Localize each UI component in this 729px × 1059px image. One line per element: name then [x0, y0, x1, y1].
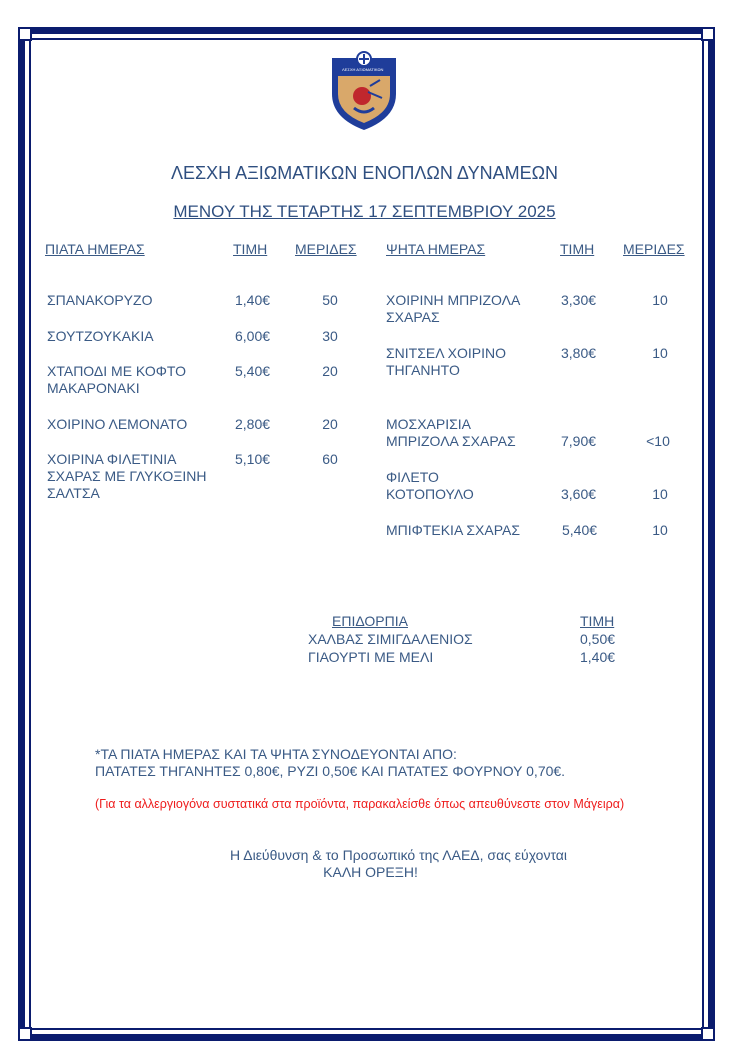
dish-price: 5,10€ [235, 451, 271, 467]
dish-price: 2,80€ [235, 416, 271, 432]
dishes-header-name: ΠΙΑΤΑ ΗΜΕΡΑΣ [45, 241, 145, 257]
dish-portions: 20 [322, 363, 338, 379]
dish-portions: 60 [322, 451, 338, 467]
grilled-price: 7,90€ [561, 433, 597, 449]
corner-ornament-top-left [18, 27, 32, 41]
grilled-portions: 10 [652, 292, 668, 308]
grilled-portions: <10 [646, 433, 670, 449]
shield-emblem-icon [328, 50, 400, 132]
dish-name: ΣΟΥΤΖΟΥΚΑΚΙΑ [47, 328, 154, 344]
emblem-text: ΛΕΣΧΗ ΑΞΙΩΜΑΤΙΚΩΝ [342, 67, 384, 72]
dish-portions: 30 [322, 328, 338, 344]
dishes-header-portions: ΜΕΡΙΔΕΣ [295, 241, 357, 257]
club-emblem [328, 50, 400, 132]
corner-ornament-bottom-right [701, 1027, 715, 1041]
grilled-portions: 10 [652, 345, 668, 361]
closing-message: Η Διεύθυνση & το Προσωπικό της ΛΑΕΔ, σας εύχονται [230, 847, 567, 863]
page-title: ΛΕΣΧΗ ΑΞΙΩΜΑΤΙΚΩΝ ΕΝΟΠΛΩΝ ΔΥΝΑΜΕΩΝ [170, 163, 559, 183]
dish-name: ΣΠΑΝΑΚΟΡΥΖΟ [47, 292, 153, 308]
closing-greeting: ΚΑΛΗ ΟΡΕΞΗ! [323, 864, 418, 880]
sides-note-line1: *ΤΑ ΠΙΑΤΑ ΗΜΕΡΑΣ ΚΑΙ ΤΑ ΨΗΤΑ ΣΥΝΟΔΕΥΟΝΤΑΙ ΑΠΟ: [95, 746, 457, 762]
dessert-name: ΓΙΑΟΥΡΤΙ ΜΕ ΜΕΛΙ [308, 649, 434, 665]
grilled-name: ΦΙΛΕΤΟ ΚΟΤΟΠΟΥΛΟ [386, 469, 474, 502]
dish-price: 6,00€ [235, 328, 271, 344]
page-border-inner [29, 38, 704, 1030]
dessert-price: 1,40€ [580, 649, 616, 665]
grilled-name: ΜΠΙΦΤΕΚΙΑ ΣΧΑΡΑΣ [386, 522, 521, 538]
dessert-price: 0,50€ [580, 631, 616, 647]
grilled-name: ΧΟΙΡΙΝΗ ΜΠΡΙΖΟΛΑ ΣΧΑΡΑΣ [386, 292, 521, 325]
grilled-price: 3,80€ [561, 345, 597, 361]
grilled-price: 3,60€ [561, 486, 597, 502]
grilled-portions: 10 [652, 522, 668, 538]
grilled-header-name: ΨΗΤΑ ΗΜΕΡΑΣ [386, 241, 486, 257]
grilled-price: 5,40€ [562, 522, 598, 538]
dishes-header-price: ΤΙΜΗ [233, 241, 268, 257]
grilled-header-price: ΤΙΜΗ [560, 241, 595, 257]
grilled-price: 3,30€ [561, 292, 597, 308]
dish-name: ΧΟΙΡΙΝΟ ΛΕΜΟΝΑΤΟ [47, 416, 188, 432]
grilled-name: ΣΝΙΤΣΕΛ ΧΟΙΡΙΝΟ ΤΗΓΑΝΗΤΟ [386, 345, 507, 378]
dish-portions: 20 [322, 416, 338, 432]
dish-price: 1,40€ [235, 292, 271, 308]
grilled-name: ΜΟΣΧΑΡΙΣΙΑ ΜΠΡΙΖΟΛΑ ΣΧΑΡΑΣ [386, 416, 516, 449]
dish-name: ΧΟΙΡΙΝΑ ΦΙΛΕΤΙΝΙΑ ΣΧΑΡΑΣ ΜΕ ΓΛΥΚΟΞΙΝΗ ΣΑΛΤΣΑ [47, 451, 207, 501]
dish-portions: 50 [322, 292, 338, 308]
grilled-header-portions: ΜΕΡΙΔΕΣ [623, 241, 685, 257]
corner-ornament-bottom-left [18, 1027, 32, 1041]
corner-ornament-top-right [701, 27, 715, 41]
sides-note-line2: ΠΑΤΑΤΕΣ ΤΗΓΑΝΗΤΕΣ 0,80€, ΡΥΖΙ 0,50€ ΚΑΙ ΠΑΤΑΤΕΣ ΦΟΥΡΝΟΥ 0,70€. [95, 763, 566, 779]
dessert-name: ΧΑΛΒΑΣ ΣΙΜΙΓΔΑΛΕΝΙΟΣ [308, 631, 473, 647]
grilled-portions: 10 [652, 486, 668, 502]
desserts-header-name: ΕΠΙΔΟΡΠΙΑ [332, 613, 408, 629]
desserts-header-price: ΤΙΜΗ [580, 613, 615, 629]
allergy-notice: (Για τα αλλεργιογόνα συστατικά στα προϊόντα, παρακαλείσθε όπως απευθύνεστε στον Μάγειρα) [95, 797, 625, 811]
menu-date-heading: ΜΕΝΟΥ ΤΗΣ ΤΕΤΑΡΤΗΣ 17 ΣΕΠΤΕΜΒΡΙΟΥ 2025 [173, 202, 556, 221]
dish-price: 5,40€ [235, 363, 271, 379]
dish-name: ΧΤΑΠΟΔΙ ΜΕ ΚΟΦΤΟ ΜΑΚΑΡΟΝΑΚΙ [47, 363, 187, 396]
